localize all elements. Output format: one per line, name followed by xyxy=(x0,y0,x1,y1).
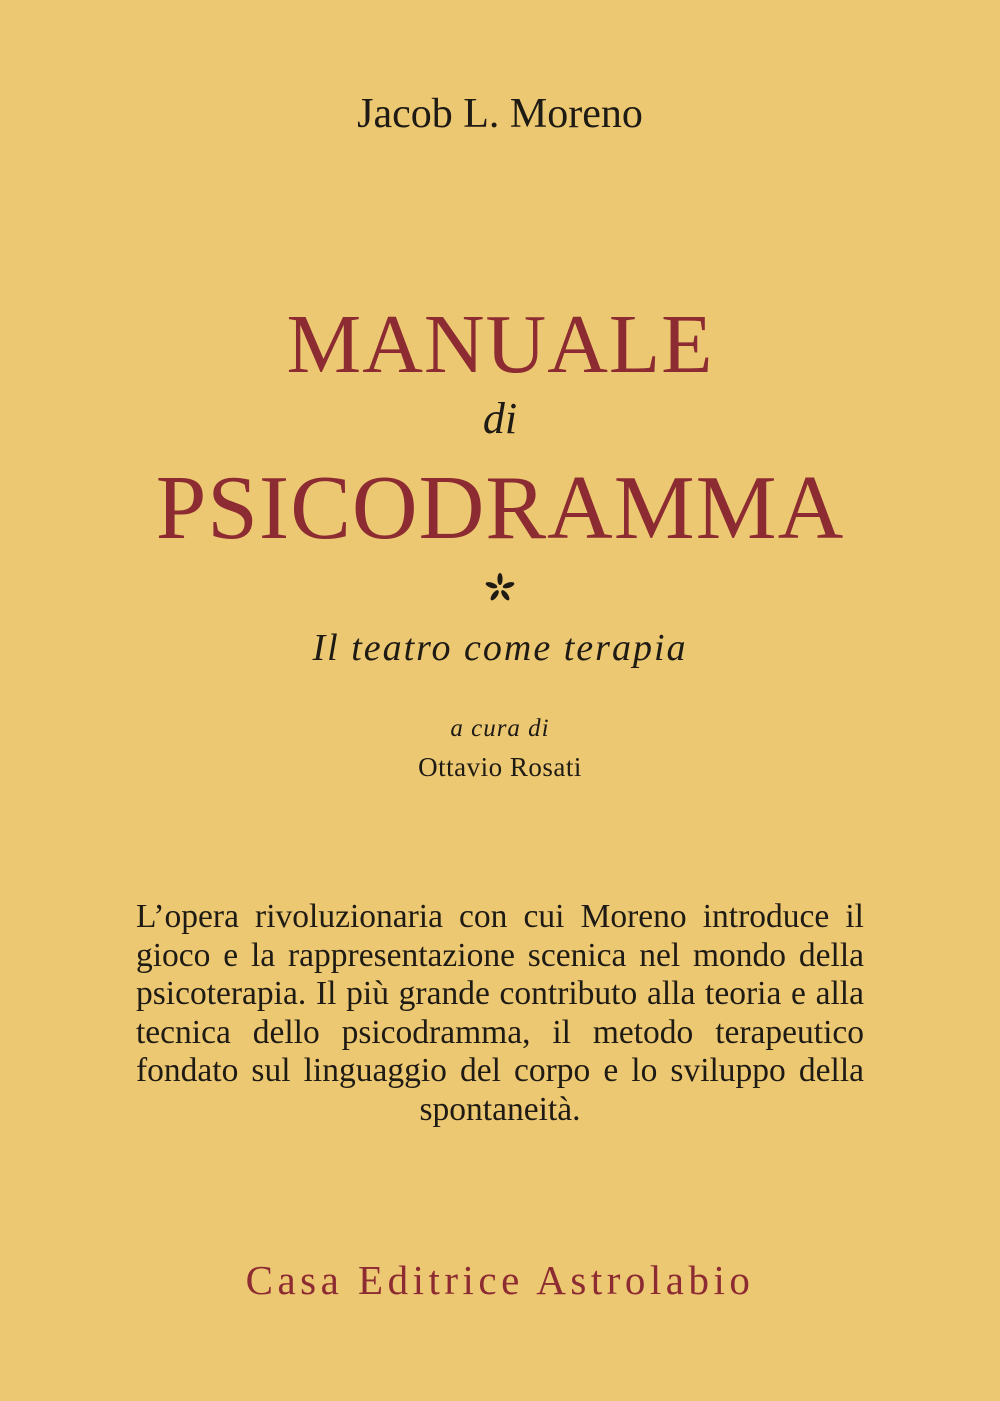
editor-name: Ottavio Rosati xyxy=(418,752,582,782)
asterisk-ornament-icon xyxy=(0,560,1000,614)
blurb-text: L’opera rivoluzionaria con cui Moreno introduce il gioco e la rappresentazione scenica nel mondo della psicoterapia. Il più grande contributo alla teoria e alla tecnica dello psicodramma, il metodo terapeutico fondato sul linguaggio del corpo e lo sviluppo della spontaneità. xyxy=(136,898,864,1128)
publisher-name: Casa Editrice Astrolabio xyxy=(245,1257,755,1303)
title-connector: di xyxy=(482,394,518,443)
author-name: Jacob L. Moreno xyxy=(357,91,643,137)
title-line-1: MANUALE xyxy=(286,298,714,391)
editor-label: a cura di xyxy=(450,715,550,742)
subtitle: Il teatro come terapia xyxy=(312,627,688,669)
title-line-2: PSICODRAMMA xyxy=(155,457,845,558)
